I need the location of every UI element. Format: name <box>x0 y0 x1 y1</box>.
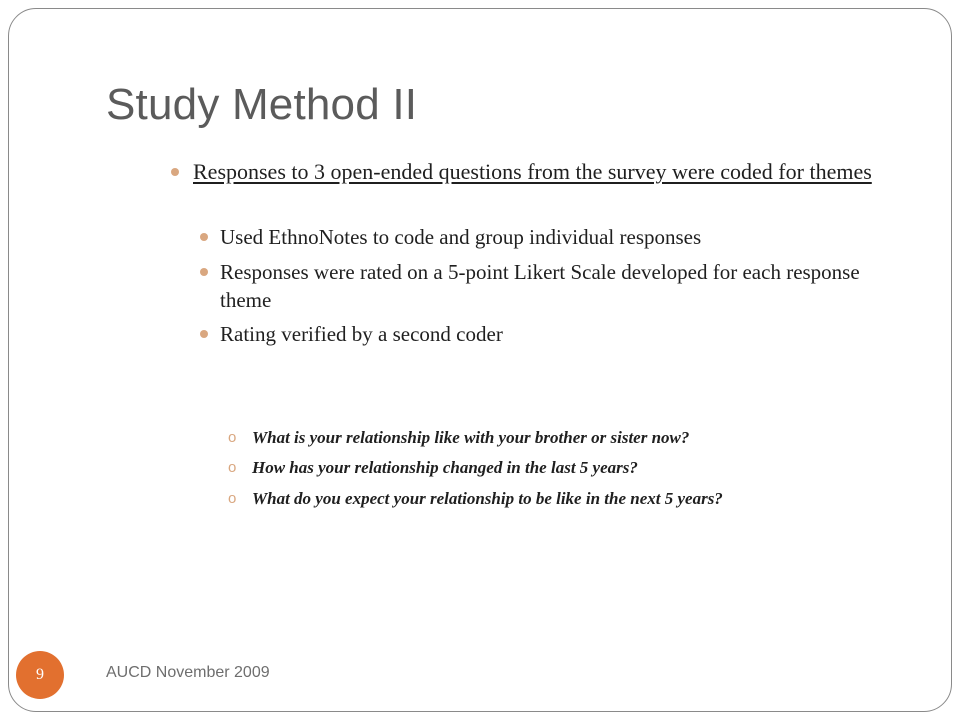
question-marker-icon: o <box>228 429 237 446</box>
page-title: Study Method II <box>106 80 418 129</box>
question-item: What do you expect your relationship to be like in the next 5 years? <box>252 489 723 508</box>
sub-bullet: Rating verified by a second coder <box>220 322 503 346</box>
question-marker-icon: o <box>228 459 237 476</box>
footer-text: AUCD November 2009 <box>106 664 270 681</box>
sub-bullet: Responses were rated on a 5-point Likert Scale developed for each response theme <box>220 260 860 312</box>
question-item: What is your relationship like with your brother or sister now? <box>252 428 690 447</box>
question-marker-icon: o <box>228 490 237 507</box>
bullet-dot-icon <box>200 330 208 338</box>
bullet-dot-icon <box>200 268 208 276</box>
page-number-badge: 9 <box>16 651 64 699</box>
bullet-dot-icon <box>200 233 208 241</box>
bullet-main: Responses to 3 open-ended questions from the survey were coded for themes <box>193 159 872 184</box>
sub-bullet: Used EthnoNotes to code and group individual responses <box>220 225 702 249</box>
bullet-dot-icon <box>171 168 179 176</box>
question-item: How has your relationship changed in the last 5 years? <box>252 458 638 477</box>
